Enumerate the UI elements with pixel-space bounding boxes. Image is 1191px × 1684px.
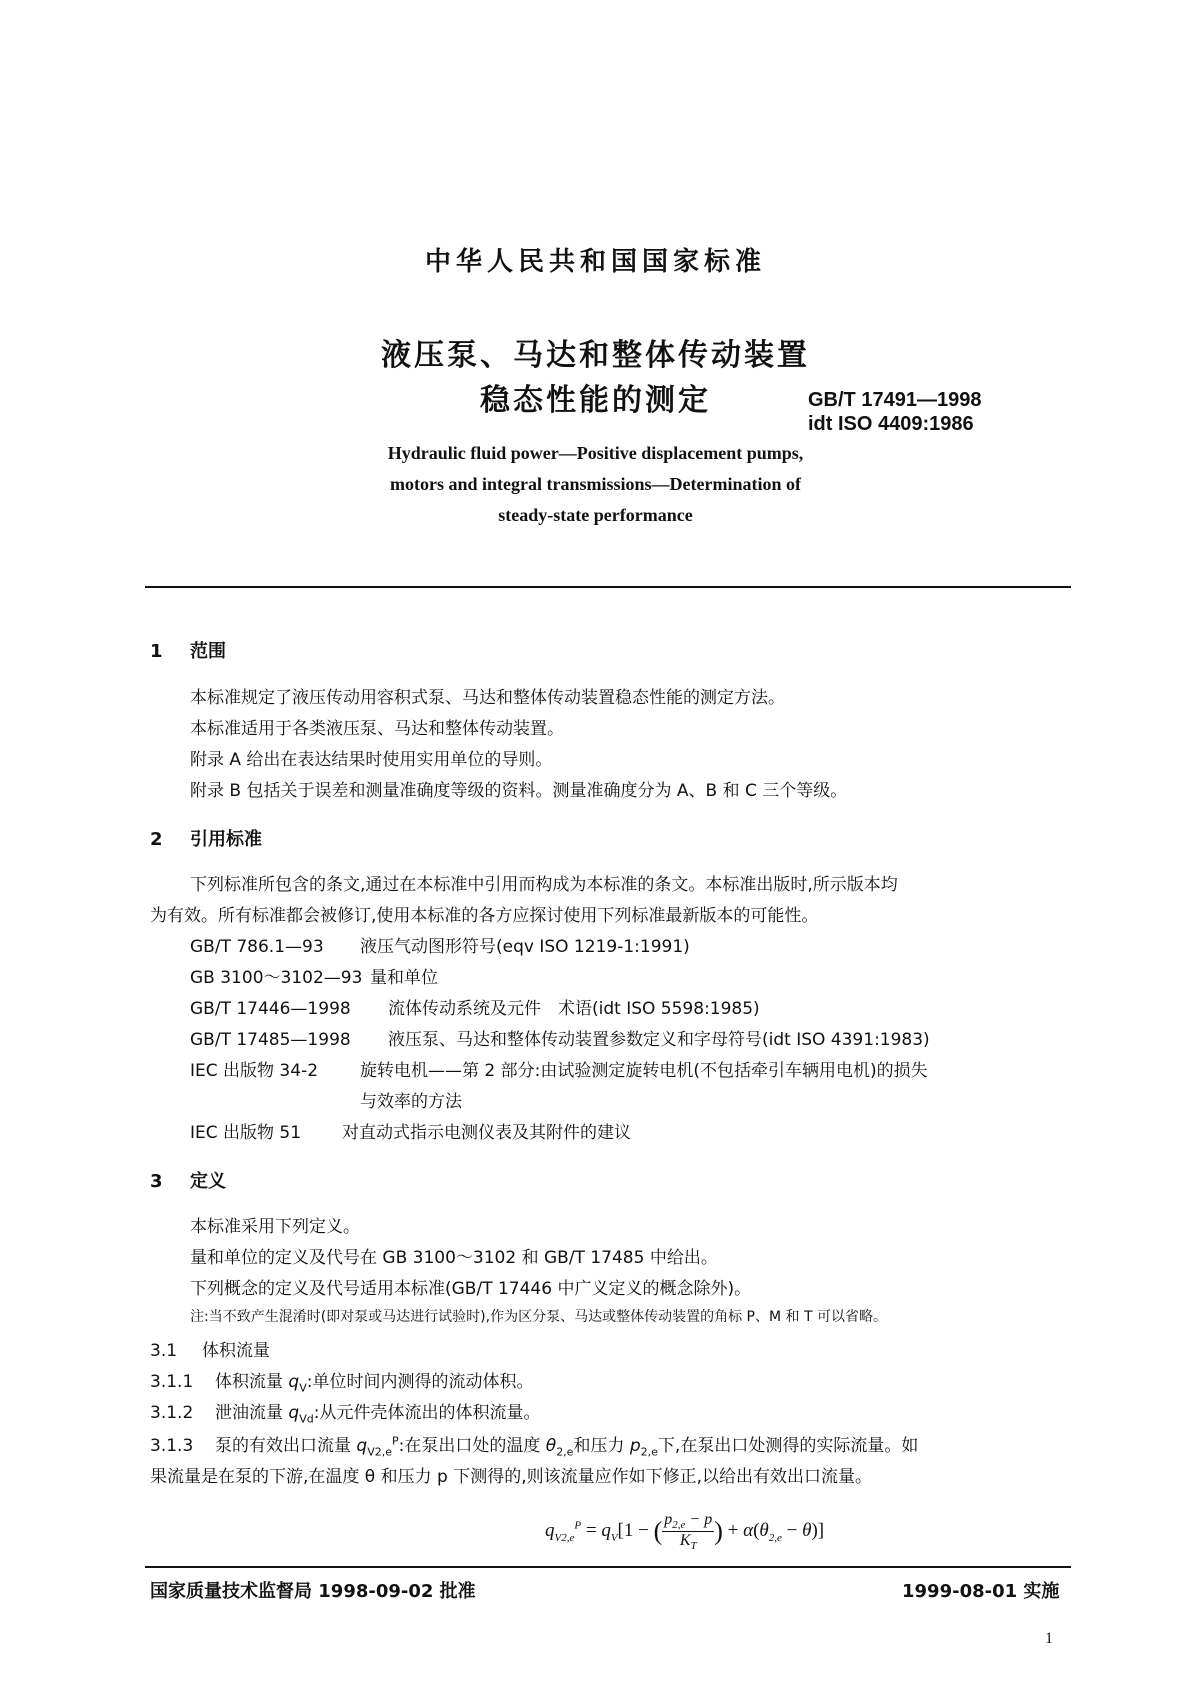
symbol-subscript: 2,e: [556, 1445, 574, 1459]
symbol-subscript: Vd: [299, 1412, 314, 1426]
subsection-3-1-2: [150, 1398, 540, 1425]
section-number: 1: [150, 641, 163, 662]
reference-code: IEC 出版物 51: [190, 1123, 302, 1143]
paragraph: 附录 A 给出在表达结果时使用实用单位的导则。: [190, 750, 553, 770]
section-2-heading: [150, 825, 262, 851]
symbol: q: [356, 1436, 368, 1456]
subsection-3-1-1: [150, 1367, 533, 1394]
symbol: q: [288, 1403, 300, 1423]
section-number: 3: [150, 1171, 163, 1192]
definition-text: :单位时间内测得的流动体积。: [306, 1372, 534, 1392]
definition-text: 下,在泵出口处测得的实际流量。如: [657, 1436, 919, 1456]
definition-term: 泵的有效出口流量: [215, 1436, 357, 1456]
paragraph: 下列标准所包含的条文,通过在本标准中引用而构成为本标准的条文。本标准出版时,所示版本均: [190, 875, 898, 895]
paragraph: 量和单位的定义及代号在 GB 3100～3102 和 GB/T 17485 中给出。: [190, 1248, 718, 1268]
reference-item-continuation: 与效率的方法: [360, 1092, 462, 1112]
subsection-3-1-3: [150, 1431, 918, 1458]
definition-text: 和压力: [573, 1436, 630, 1456]
standard-number-block: [808, 388, 981, 436]
reference-item: [190, 1118, 631, 1143]
symbol-subscript: 2,e: [640, 1445, 658, 1459]
title-en-line3: steady-state performance: [498, 505, 693, 525]
reference-item: [190, 994, 760, 1019]
definition-term: 体积流量: [215, 1372, 289, 1392]
subsection-number: 3.1: [150, 1341, 178, 1361]
reference-title: 对直动式指示电测仪表及其附件的建议: [342, 1123, 631, 1143]
subsection-3-1: [150, 1336, 270, 1361]
paragraph: 为有效。所有标准都会被修订,使用本标准的各方应探讨使用下列标准最新版本的可能性。: [150, 906, 819, 926]
paragraph: 果流量是在泵的下游,在温度 θ 和压力 p 下测得的,则该流量应作如下修正,以给出有效出口流量。: [150, 1467, 873, 1487]
title-cn-line2: 稳态性能的测定: [480, 383, 711, 418]
national-standard-heading: 中华人民共和国国家标准: [424, 247, 766, 277]
subsection-number: 3.1.2: [150, 1403, 194, 1423]
definition-term: 泄油流量: [215, 1403, 289, 1423]
reference-code: GB/T 17446—1998: [190, 999, 351, 1019]
implementation-date: 1999-08-01 实施: [902, 1581, 1060, 1602]
note: 注:当不致产生混淆时(即对泵或马达进行试验时),作为区分泵、马达或整体传动装置的角标 P、M 和 T 可以省略。: [190, 1309, 887, 1325]
symbol: θ: [545, 1436, 557, 1456]
reference-title: 流体传动系统及元件 术语(idt ISO 5598:1985): [388, 999, 760, 1019]
symbol-superscript: P: [392, 1434, 399, 1448]
symbol: q: [288, 1372, 300, 1392]
formula-effective-outlet-flow: [545, 1511, 824, 1552]
section-title: 定义: [190, 1171, 226, 1192]
reference-code: IEC 出版物 34-2: [190, 1061, 319, 1081]
page-number: 1: [1045, 1630, 1053, 1647]
paragraph: 附录 B 包括关于误差和测量准确度等级的资料。测量准确度分为 A、B 和 C 三个等级。: [190, 781, 848, 801]
symbol-subscript: V2,e: [367, 1445, 392, 1459]
reference-item: [190, 1025, 930, 1050]
title-en: [0, 438, 1191, 531]
section-title: 范围: [190, 641, 226, 662]
reference-code: GB 3100～3102—93: [190, 968, 363, 988]
formula-equals: =: [585, 1520, 602, 1542]
paragraph: 本标准采用下列定义。: [190, 1217, 360, 1237]
title-en-line1: Hydraulic fluid power—Positive displacement pumps,: [387, 443, 804, 463]
footer-divider: [145, 1566, 1071, 1568]
identical-standard: idt ISO 4409:1986: [808, 413, 974, 435]
title-en-line2: motors and integral transmissions—Determination of: [390, 474, 801, 494]
standard-number: GB/T 17491—1998: [808, 389, 982, 411]
reference-code: GB/T 17485—1998: [190, 1030, 351, 1050]
reference-title: 旋转电机——第 2 部分:由试验测定旋转电机(不包括牵引车辆用电机)的损失: [360, 1061, 928, 1081]
reference-item: [190, 963, 438, 988]
subsection-number: 3.1.3: [150, 1436, 194, 1456]
definition-text: :从元件壳体流出的体积流量。: [313, 1403, 541, 1423]
approval-date: 国家质量技术监督局 1998-09-02 批准: [150, 1581, 476, 1602]
reference-item: [190, 932, 690, 957]
section-1-heading: [150, 637, 226, 663]
symbol-subscript: V: [299, 1381, 307, 1395]
formula-rhs: $q_V[1$ − ( $\frac{p_{2,e} - p}{K_T}$ ) + $\alpha(\theta_{2,e} - \theta)$]: [601, 1511, 825, 1553]
subsection-number: 3.1.1: [150, 1372, 194, 1392]
reference-title: 液压气动图形符号(eqv ISO 1219-1:1991): [360, 937, 690, 957]
symbol: p: [629, 1436, 641, 1456]
title-cn-line1: 液压泵、马达和整体传动装置: [381, 338, 810, 373]
definition-text: :在泵出口处的温度: [398, 1436, 546, 1456]
reference-title: 液压泵、马达和整体传动装置参数定义和字母符号(idt ISO 4391:1983): [388, 1030, 930, 1050]
header-divider: [145, 586, 1071, 588]
paragraph: 本标准规定了液压传动用容积式泵、马达和整体传动装置稳态性能的测定方法。: [190, 688, 785, 708]
reference-title: 量和单位: [370, 968, 438, 988]
formula-lhs: $q_{V2,e}^P$: [545, 1519, 582, 1544]
subsection-title: 体积流量: [202, 1341, 270, 1361]
paragraph: 本标准适用于各类液压泵、马达和整体传动装置。: [190, 719, 564, 739]
reference-item: [190, 1056, 928, 1081]
reference-code: GB/T 786.1—93: [190, 937, 324, 957]
section-title: 引用标准: [190, 829, 262, 850]
section-number: 2: [150, 829, 163, 850]
section-3-heading: [150, 1167, 226, 1193]
paragraph: 下列概念的定义及代号适用本标准(GB/T 17446 中广义定义的概念除外)。: [190, 1279, 752, 1299]
